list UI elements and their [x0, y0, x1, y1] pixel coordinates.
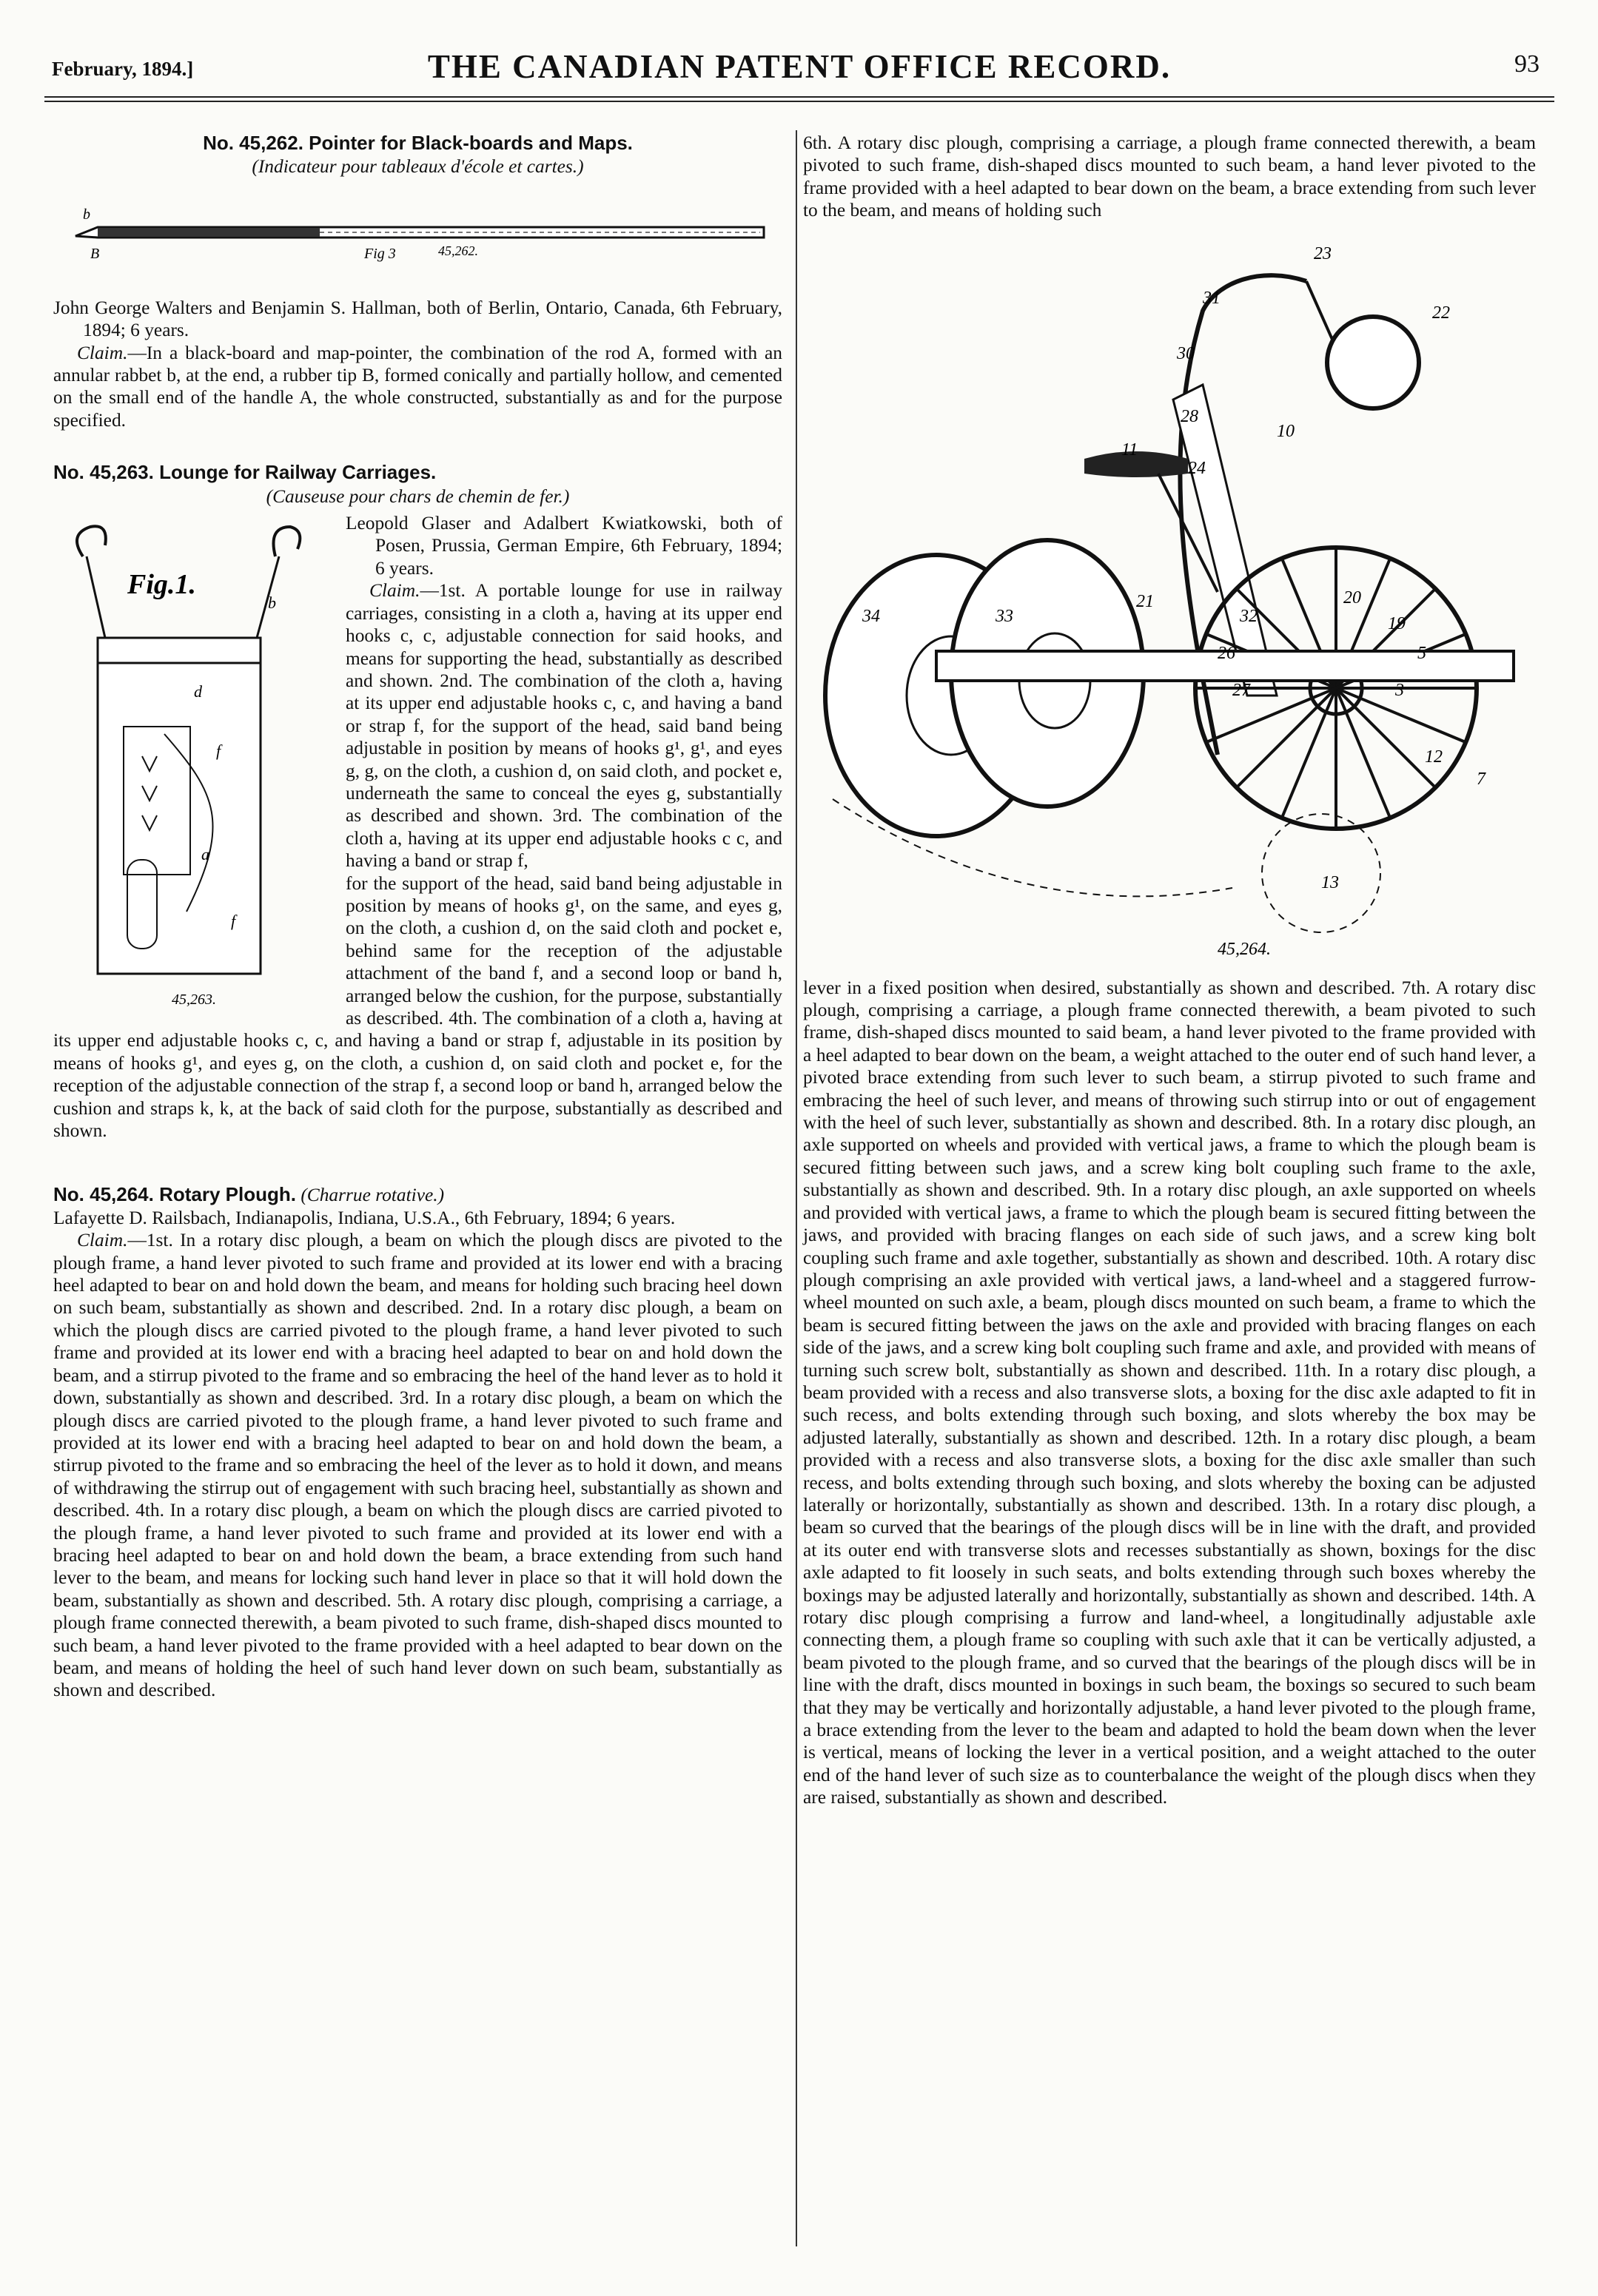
- pointer-tip-shading: [98, 228, 320, 237]
- issue-date: February, 1894.]: [52, 58, 194, 80]
- svg-text:26: 26: [1218, 643, 1235, 663]
- svg-text:3: 3: [1395, 680, 1404, 700]
- svg-text:13: 13: [1321, 872, 1339, 892]
- entry-french-title: (Indicateur pour tableaux d'école et cartes.): [252, 156, 584, 178]
- lounge-fig-number: 45,263.: [172, 992, 216, 1009]
- weight-arm: [1306, 281, 1336, 348]
- entry-claim: [53, 1229, 782, 1702]
- left-hook: [77, 526, 106, 556]
- svg-text:22: 22: [1432, 303, 1450, 323]
- patent-entry-45264: [53, 1183, 782, 1701]
- counterweight: [1327, 317, 1419, 408]
- svg-text:28: 28: [1181, 406, 1198, 426]
- pointer-figure: [53, 178, 782, 282]
- lounge-figure: [53, 512, 346, 1015]
- claim-text: —In a black-board and map-pointer, the combination of the rod A, formed with an annular rabbet b, at the end, a rubber tip B, formed conically and partially hollow, and cemented on the small end of the handle A, the whole constructed, substantially as and for the purpose specified.: [53, 342, 782, 431]
- entry-heading: No. 45,262. Pointer for Black-boards and Maps.: [203, 132, 633, 154]
- entry-french-title: (Charrue rotative.): [301, 1185, 445, 1206]
- plough-figure: [803, 237, 1536, 977]
- claim-text: —1st. A portable lounge for use in railway carriages, consisting in a cloth a, having at its upper end hooks c, c, adjustable connection for said hooks, and means for supporting the head, substantially as described and shown. 2nd. The combination of the cloth a, having at its upper end adjustable hooks c, c, and having a band or strap f, for the support of the head, said band being adjustable in position by means of hooks g¹, g¹, and eyes g, g, on the cloth, a cushion d, on said cloth, and pocket e, underneath the same to conceal the eyes g, substantially as described and shown. 3rd. The combination of the cloth a, having at its upper end adjustable hooks c c, and having a band or strap f,: [346, 580, 782, 872]
- svg-text:27: 27: [1232, 680, 1250, 700]
- svg-text:21: 21: [1136, 591, 1154, 611]
- entry-heading: No. 45,263. Lounge for Railway Carriages.: [53, 461, 437, 484]
- svg-text:7: 7: [1477, 769, 1485, 789]
- page-number: 93: [1514, 50, 1540, 78]
- svg-text:11: 11: [1121, 440, 1138, 459]
- header-rule-thin: [44, 101, 1554, 102]
- page-header: [44, 47, 1554, 95]
- svg-text:24: 24: [1188, 458, 1206, 478]
- entry-french-title: (Causeuse pour chars de chemin de fer.): [266, 485, 570, 507]
- claim-continuation-top: 6th. A rotary disc plough, comprising a carriage, a plough frame connected therewith, a beam pivoted to such frame, dish-shaped discs mounted to such beam, a hand lever pivoted to the frame provided with a heel adapted to bear down on the beam, a brace extending from such lever to the beam, and means of holding such: [803, 132, 1536, 221]
- entry-heading-line: [53, 1183, 782, 1206]
- header-rule: [44, 96, 1554, 98]
- svg-text:5: 5: [1417, 643, 1426, 663]
- claim-continuation-bottom: lever in a fixed position when desired, substantially as shown and described. 7th. A rotary disc plough, comprising a carriage, a plough frame connected therewith, a beam pivoted to such frame, dish-shaped discs mounted to said beam, a hand lever pivoted to the frame provided with a heel adapted to bear down on the beam, a weight attached to the outer end of such hand lever, a pivoted brace extending from such lever to such beam, a stirrup pivoted to such frame and embracing the heel of such lever, and means of throwing such stirrup into or out of engagement with the heel of such lever, substantially as shown and described. 8th. In a rotary disc plough, an axle supported on wheels and provided with vertical jaws, a frame to which the plough beam is secured fitting between such jaws, and a screw king bolt coupling such frame to the axle, substantially as shown and described. 9th. In a rotary disc plough, an axle supported on wheels and provided with vertical jaws, a frame to which the plough beam is secured fitting between the jaws, and provided with bracing flanges on each side of such jaws, and a screw king bolt coupling such frame and axle together, substantially as shown and described. 10th. A rotary disc plough comprising an axle provided with vertical jaws, a land-wheel and a staggered furrow-wheel mounted on such axle, a beam, plough discs mounted on such beam, a frame to which the beam is secured fitting between the jaws on the axle and provided with bracing flanges on each side of the jaws, and a screw king bolt coupling such frame and axle, and provided with means of turning such screw bolt, substantially as shown and described. 11th. In a rotary disc plough, a beam provided with a recess and also transverse slots, a boxing for the disc axle adapted to fit in such recess, and bolts extending through such boxing, and slots whereby the box may be adjusted laterally, substantially as shown and described. 12th. In a rotary disc plough, a beam provided with a recess and also transverse slots, a boxing for the disc axle smaller than such recess, and bolts extending through such boxing, and slots whereby the boxing can be adjusted laterally or horizontally, substantially as shown and described. 13th. In a rotary disc plough, a beam so curved that the bearings of the plough discs will be in line with the draft, and provided at its outer end with transverse slots and recesses substantially as shown, boxings for the disc axle adapted to fit loosely in such seats, and bolts extending through such boxes whereby the boxings may be adjusted laterally and horizontally, substantially as shown and described. 14th. A rotary disc plough comprising a furrow and land-wheel, a longitudinally adjustable axle connecting them, a plough frame so coupling with such axle that it can be vertically adjusted, a beam pivoted to the plough frame, and so curved that the bearings of the plough discs will be in line with the draft, discs mounted in boxings in such beam, the boxings so secured to such beam that they may be vertically and horizontally adjustable, a hand lever pivoted to the plough frame, a brace extending from the lever to the beam and adapted to hold the beam down when the lever is vertical, means of locking the lever in a vertical position, and a weight attached to the outer end of the hand lever of such size as to counterbalance the weight of the plough discs when they are raised, substantially as shown and described.: [803, 977, 1536, 1808]
- lounge-cloth: [98, 663, 261, 974]
- column-divider: [796, 130, 797, 2246]
- right-column: [803, 132, 1536, 1809]
- entry-heading: No. 45,264. Rotary Plough.: [53, 1183, 296, 1206]
- pointer-drawing: [53, 178, 782, 282]
- lounge-drawing: [53, 512, 346, 1015]
- svg-text:30: 30: [1177, 343, 1195, 363]
- plough-drawing: [803, 237, 1536, 977]
- lounge-block: [53, 512, 782, 1142]
- journal-title: THE CANADIAN PATENT OFFICE RECORD.: [427, 48, 1172, 85]
- claim-continuation: for the support of the head, said band being adjustable in position by means of hooks g¹, on the same, and eyes g, on the cloth, a cushion d, on the said cloth and pocket e, behind same for the reception of the adjustable attachment of the band f, and a second loop or band h, arranged below the cushion, for the purpose, substantially as described. 4th. The combination of a cloth a, having at its upper end adjustable hooks c, c, and having a band or strap f, adjustable in its position by means of hooks g¹, and eyes g, on the cloth, a cushion d, on said cloth and pocket e, for the reception of the adjustable connection of the strap f, a second loop or band h, arranged below the cushion and straps k, k, at the back of said cloth for the purpose, substantially as described and shown.: [53, 872, 782, 1142]
- lounge-label-f: f: [216, 741, 221, 761]
- lounge-label-a: a: [201, 845, 209, 864]
- claim-label: Claim.: [77, 1230, 128, 1251]
- svg-text:33: 33: [996, 606, 1013, 626]
- claim-label: Claim.: [77, 342, 128, 363]
- entry-authors: John George Walters and Benjamin S. Hallman, both of Berlin, Ontario, Canada, 6th February, 1894; 6 years.: [53, 297, 782, 341]
- pointer-label-b2: B: [90, 245, 100, 262]
- svg-text:19: 19: [1388, 613, 1406, 633]
- entry-authors: Leopold Glaser and Adalbert Kwiatkowski, both of Posen, Prussia, German Empire, 6th February, 1894; 6 years.: [346, 513, 782, 579]
- svg-text:34: 34: [862, 606, 880, 626]
- svg-text:12: 12: [1425, 747, 1443, 767]
- left-strap: [87, 556, 105, 638]
- entry-authors: Lafayette D. Railsbach, Indianapolis, Indiana, U.S.A., 6th February, 1894; 6 years.: [53, 1207, 676, 1228]
- svg-text:32: 32: [1240, 606, 1258, 626]
- claim-text: —1st. In a rotary disc plough, a beam on which the plough discs are pivoted to the plough frame, a hand lever pivoted to such frame and provided at its lower end with a bracing heel adapted to bear on and hold down the beam, and means for holding such bracing heel down on such beam, substantially as shown and described. 2nd. In a rotary disc plough, a beam on which the plough discs are carried pivoted to the plough frame, a hand lever pivoted to such frame and provided at its lower end with a bracing heel adapted to bear on and hold down the beam, and a stirrup pivoted to the frame and so embracing the heel of the hand lever as to hold it down, substantially as shown and described. 3rd. In a rotary disc plough, a beam on which the plough discs are carried pivoted to the plough frame, a hand lever pivoted to such frame and provided at its lower end with a bracing heel adapted to bear on and hold down the beam, a stirrup pivoted to the frame and so embracing the heel of the lever as to hold it down, and means of withdrawing the stirrup out of engagement with such bracing heel, substantially as shown and described. 4th. In a rotary disc plough, a beam on which the plough discs are carried pivoted to the plough frame, a hand lever pivoted to such frame and provided at its lower end with a bracing heel adapted to bear on and hold down the beam, a brace extending from such hand lever to the beam, and means for locking such hand lever in place so that it will hold down the beam, substantially as shown and described. 5th. A rotary disc plough, comprising a carriage, a plough frame connected therewith, a beam pivoted to such frame, dish-shaped discs mounted to such beam, a hand lever pivoted to the frame provided with a heel adapted to bear down on the beam, and means of holding the heel of such hand lever down on such beam, substantially as shown and described.: [53, 1230, 782, 1701]
- patent-entry-45263: [53, 461, 782, 1142]
- lounge-label-f2: f: [231, 912, 236, 931]
- lounge-label-d: d: [194, 682, 202, 701]
- pointer-fig-label: Fig 3: [364, 245, 396, 262]
- patent-entry-45262: [53, 132, 782, 431]
- pointer-fig-number: 45,262.: [438, 243, 478, 258]
- svg-text:31: 31: [1203, 288, 1221, 308]
- svg-text:23: 23: [1314, 243, 1332, 263]
- svg-text:20: 20: [1343, 588, 1361, 607]
- svg-text:10: 10: [1277, 421, 1295, 441]
- right-hook: [274, 527, 301, 556]
- claim-label: Claim.: [369, 580, 420, 602]
- entry-claim: [53, 342, 782, 432]
- lounge-label-b: b: [268, 593, 276, 613]
- plough-fig-number: 45,264.: [1218, 939, 1271, 959]
- lounge-top-band: [98, 638, 261, 663]
- pointer-label-b: b: [83, 206, 90, 223]
- left-column: [53, 132, 782, 1702]
- lounge-fig-label: Fig.1.: [127, 569, 196, 601]
